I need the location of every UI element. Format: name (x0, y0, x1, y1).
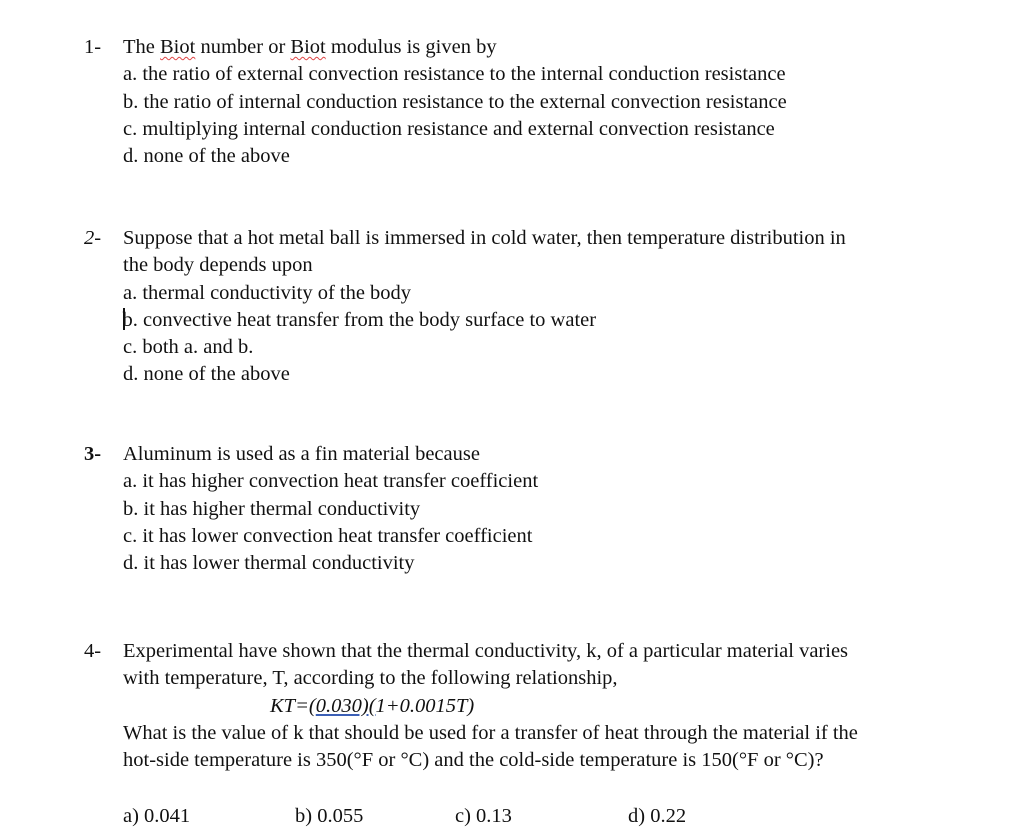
answer-c: c) 0.13 (455, 805, 512, 827)
question-3-option-a: a. it has higher convection heat transfer coefficient (123, 470, 539, 493)
spellcheck-word: Biot (290, 36, 326, 58)
question-2-body (123, 225, 984, 389)
question-3-option-d: d. it has lower thermal conductivity (123, 552, 415, 575)
question-1-number: 1- (84, 36, 102, 58)
question-3-stem: Aluminum is used as a fin material because (123, 443, 480, 465)
question-2-stem-line-1: Suppose that a hot metal ball is immersed in cold water, then temperature distribution in (123, 227, 846, 249)
question-4 (84, 638, 984, 774)
question-2 (84, 225, 984, 389)
answer-a: a) 0.041 (123, 805, 191, 827)
question-1-stem (123, 34, 984, 61)
formula-prefix: KT=( (270, 694, 316, 717)
formula-suffix: 1+0.0015T) (375, 694, 475, 717)
question-2-option-b[interactable] (123, 307, 984, 334)
question-3-option-c: c. it has lower convection heat transfer coefficient (123, 524, 533, 547)
question-2-stem-line-2: the body depends upon (123, 254, 313, 277)
question-2-option-a: a. thermal conductivity of the body (123, 281, 412, 304)
question-2-number: 2- (84, 227, 102, 249)
spellcheck-word: Biot (160, 36, 196, 58)
stem-text: The (123, 36, 160, 58)
question-4-question-line-1: What is the value of k that should be used for a transfer of heat through the material if the (123, 721, 858, 744)
answer-d: d) 0.22 (628, 805, 687, 827)
question-1-option-d: d. none of the above (123, 145, 290, 168)
formula-underlined: 0.030)( (315, 694, 376, 717)
question-2-option-c: c. both a. and b. (123, 336, 254, 359)
question-3-number: 3- (84, 443, 102, 465)
question-1 (84, 34, 984, 170)
question-4-body (123, 638, 984, 774)
question-1-option-c: c. multiplying internal conduction resistance and external convection resistance (123, 117, 775, 140)
question-4-answers (123, 803, 823, 830)
question-3-body (123, 441, 984, 577)
question-4-question-line-2: hot-side temperature is 350(°F or °C) and the cold-side temperature is 150(°F or °C)? (123, 749, 824, 772)
question-4-number: 4- (84, 640, 102, 662)
question-4-formula (123, 693, 984, 720)
option-text: . convective heat transfer from the body surface to water (132, 308, 597, 331)
question-3 (84, 441, 984, 577)
question-3-option-b: b. it has higher thermal conductivity (123, 497, 421, 520)
question-4-stem-line-2: with temperature, T, according to the following relationship, (123, 667, 618, 690)
option-letter: b (122, 308, 133, 331)
question-1-option-a: a. the ratio of external convection resistance to the internal conduction resistance (123, 63, 786, 86)
question-1-option-b: b. the ratio of internal conduction resistance to the external convection resistance (123, 90, 787, 113)
stem-text: modulus is given by (325, 36, 497, 58)
stem-text: number or (195, 36, 291, 58)
question-2-option-d: d. none of the above (123, 363, 290, 386)
question-1-body (123, 34, 984, 170)
answer-b: b) 0.055 (295, 805, 364, 827)
question-4-stem-line-1: Experimental have shown that the thermal conductivity, k, of a particular material varies (123, 640, 849, 662)
